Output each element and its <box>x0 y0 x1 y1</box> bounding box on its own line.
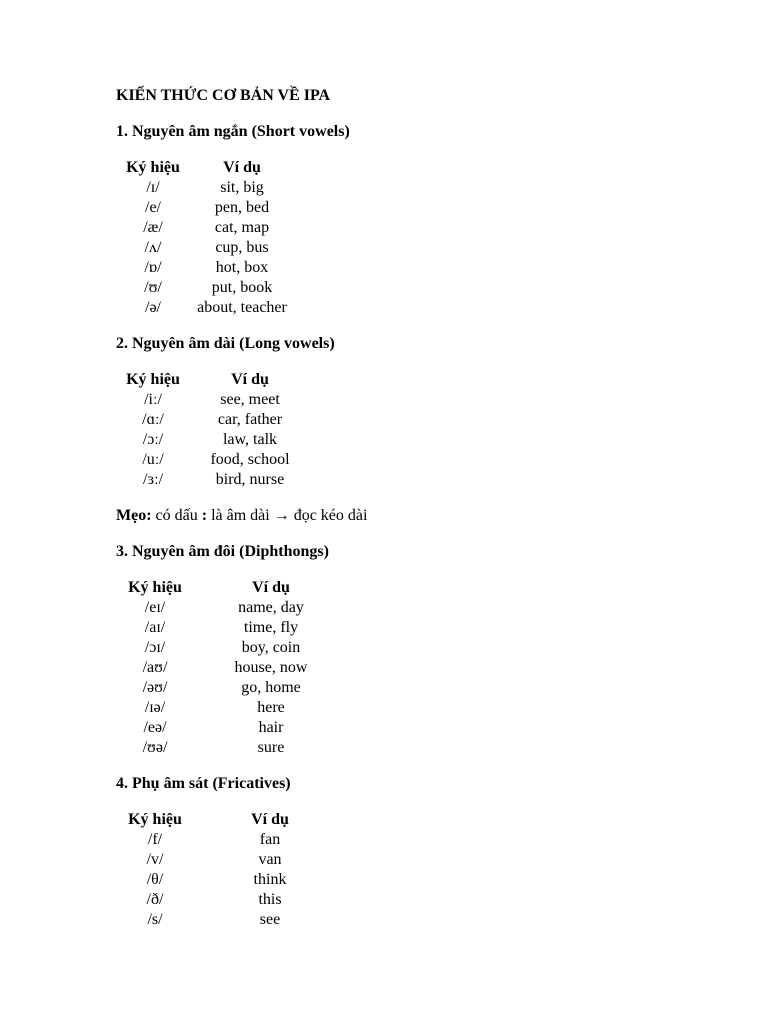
ipa-symbol-cell: /æ/ <box>143 219 163 236</box>
example-words-cell: car, father <box>217 411 283 428</box>
ipa-symbol-cell: /ʊə/ <box>142 739 168 756</box>
column-header-example: Ví dụ <box>223 159 261 176</box>
example-words-cell: law, talk <box>222 431 278 448</box>
ipa-symbol-cell: /ɪ/ <box>146 179 160 196</box>
column-header-symbol: Ký hiệu <box>128 811 182 828</box>
example-words-cell: see <box>259 911 281 928</box>
table-row <box>126 658 358 678</box>
ipa-symbol-cell: /aɪ/ <box>144 619 166 636</box>
table-row <box>126 870 356 890</box>
column-header-example: Ví dụ <box>251 811 289 828</box>
table-row <box>126 598 358 618</box>
table-row <box>120 218 298 238</box>
section-heading-fricatives: 4. Phụ âm sát (Fricatives) <box>116 775 291 792</box>
ipa-symbol-cell: /ɑː/ <box>142 411 164 428</box>
example-words-cell: here <box>257 699 285 716</box>
tip-text-after: là âm dài → đọc kéo dài <box>207 507 368 524</box>
ipa-symbol-cell: /iː/ <box>144 391 162 408</box>
table-row <box>124 390 318 410</box>
example-words-cell: cup, bus <box>215 239 269 256</box>
short-vowels-table <box>120 158 298 318</box>
ipa-symbol-cell: /ʌ/ <box>144 239 162 256</box>
example-words-cell: this <box>258 891 282 908</box>
example-words-cell: sure <box>257 739 285 756</box>
document-page <box>116 86 736 930</box>
ipa-symbol-cell: /ʊ/ <box>144 279 162 296</box>
example-words-cell: van <box>258 851 282 868</box>
ipa-symbol-cell: /aʊ/ <box>142 659 168 676</box>
table-row <box>124 470 318 490</box>
long-vowel-tip <box>116 506 736 526</box>
ipa-symbol-cell: /ɪə/ <box>144 699 166 716</box>
table-row <box>126 910 356 930</box>
table-row <box>126 698 358 718</box>
long-vowels-table <box>124 370 318 490</box>
table-header-row <box>126 578 358 598</box>
table-row <box>124 410 318 430</box>
table-row <box>120 198 298 218</box>
table-row <box>124 450 318 470</box>
column-header-example: Ví dụ <box>231 371 269 388</box>
ipa-symbol-cell: /uː/ <box>142 451 164 468</box>
example-words-cell: put, book <box>211 279 273 296</box>
table-header-row <box>120 158 298 178</box>
column-header-example: Ví dụ <box>252 579 290 596</box>
example-words-cell: think <box>253 871 287 888</box>
ipa-symbol-cell: /v/ <box>146 851 164 868</box>
example-words-cell: name, day <box>238 599 304 616</box>
ipa-symbol-cell: /θ/ <box>146 871 164 888</box>
tip-mark: : <box>201 507 208 524</box>
section-heading-diphthongs: 3. Nguyên âm đôi (Diphthongs) <box>116 543 329 560</box>
ipa-symbol-cell: /eə/ <box>143 719 167 736</box>
table-row <box>126 890 356 910</box>
example-words-cell: go, home <box>241 679 301 696</box>
table-row <box>126 738 358 758</box>
example-words-cell: cat, map <box>214 219 270 236</box>
ipa-symbol-cell: /ð/ <box>146 891 164 908</box>
table-row <box>124 430 318 450</box>
example-words-cell: pen, bed <box>214 199 270 216</box>
example-words-cell: sit, big <box>220 179 264 196</box>
example-words-cell: house, now <box>234 659 308 676</box>
example-words-cell: food, school <box>210 451 290 468</box>
document-title: KIẾN THỨC CƠ BẢN VỀ IPA <box>116 87 331 104</box>
table-header-row <box>124 370 318 390</box>
ipa-symbol-cell: /e/ <box>145 199 161 216</box>
ipa-symbol-cell: /ɜː/ <box>142 471 164 488</box>
fricatives-table <box>126 810 356 930</box>
table-row <box>120 258 298 278</box>
section-heading-long-vowels: 2. Nguyên âm dài (Long vowels) <box>116 335 335 352</box>
table-row <box>126 618 358 638</box>
example-words-cell: boy, coin <box>241 639 301 656</box>
table-row <box>120 178 298 198</box>
table-row <box>126 830 356 850</box>
example-words-cell: about, teacher <box>197 299 287 316</box>
diphthongs-table <box>126 578 358 758</box>
column-header-symbol: Ký hiệu <box>126 371 180 388</box>
table-row <box>126 638 358 658</box>
ipa-symbol-cell: /ə/ <box>145 299 161 316</box>
table-row <box>120 298 298 318</box>
column-header-symbol: Ký hiệu <box>126 159 180 176</box>
example-words-cell: hot, box <box>215 259 269 276</box>
column-header-symbol: Ký hiệu <box>128 579 182 596</box>
tip-text-before: có dấu <box>151 507 202 524</box>
section-heading-short-vowels: 1. Nguyên âm ngắn (Short vowels) <box>116 123 350 140</box>
example-words-cell: bird, nurse <box>215 471 285 488</box>
ipa-symbol-cell: /ɔː/ <box>142 431 164 448</box>
ipa-symbol-cell: /eɪ/ <box>144 599 166 616</box>
ipa-symbol-cell: /ɔɪ/ <box>144 639 166 656</box>
table-row <box>126 678 358 698</box>
ipa-symbol-cell: /f/ <box>147 831 163 848</box>
ipa-symbol-cell: /s/ <box>147 911 163 928</box>
ipa-symbol-cell: /əʊ/ <box>142 679 168 696</box>
table-row <box>126 718 358 738</box>
tip-label: Mẹo: <box>116 507 152 524</box>
ipa-symbol-cell: /ɒ/ <box>144 259 162 276</box>
table-row <box>120 238 298 258</box>
example-words-cell: time, fly <box>243 619 299 636</box>
example-words-cell: see, meet <box>220 391 280 408</box>
table-header-row <box>126 810 356 830</box>
example-words-cell: fan <box>259 831 281 848</box>
table-row <box>120 278 298 298</box>
example-words-cell: hair <box>258 719 284 736</box>
table-row <box>126 850 356 870</box>
